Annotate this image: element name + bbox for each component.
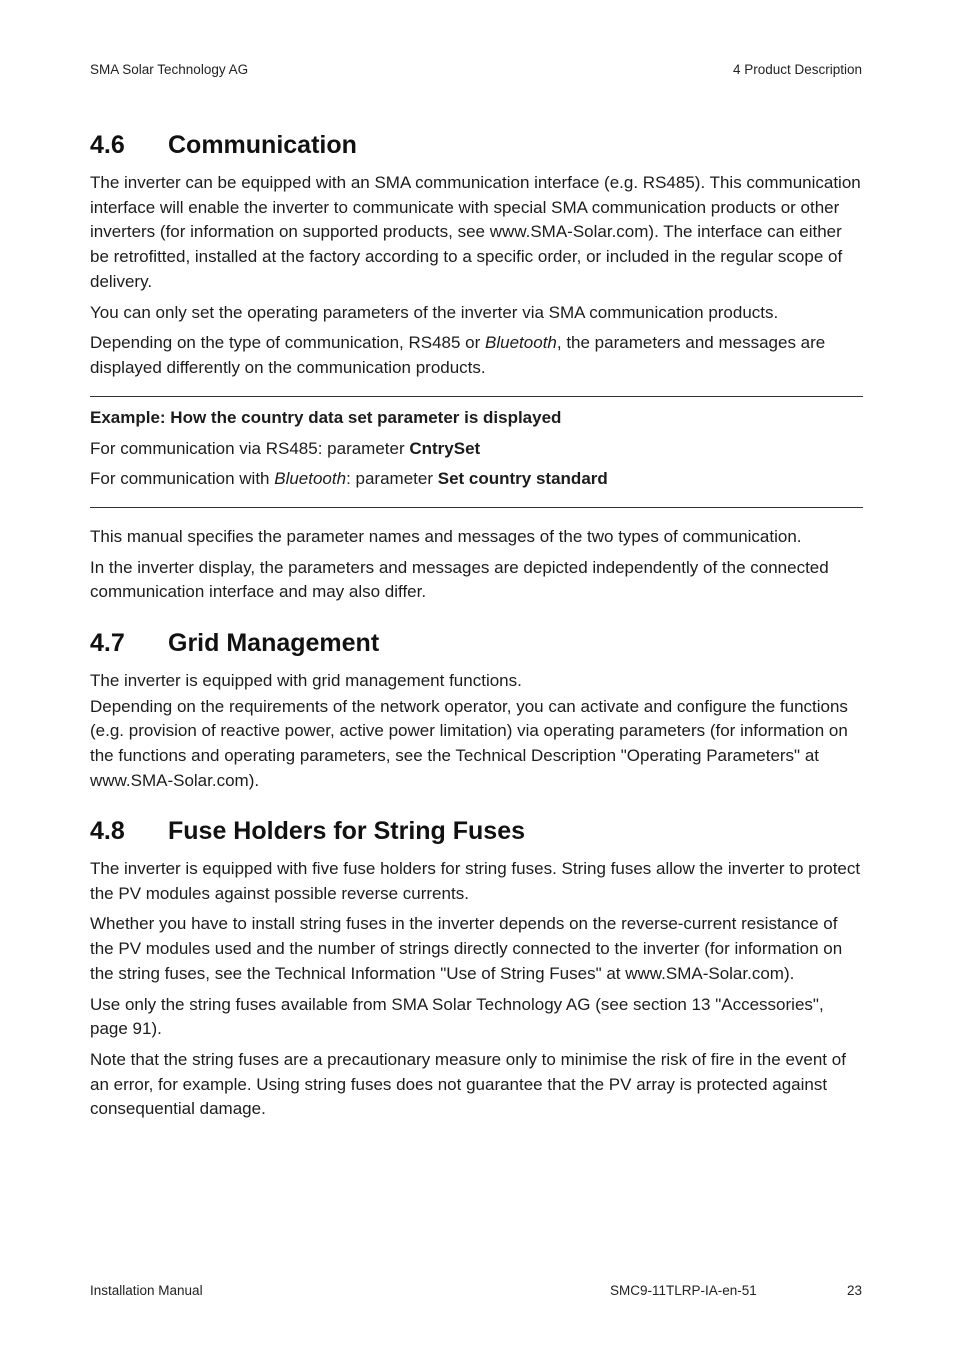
section-heading [90,628,863,658]
paragraph: Depending on the requirements of the network operator, you can activate and configure the functions (e.g. provision of reactive power, active power limitation) via operating parameters (for information on the functions and operating parameters, see the Technical Description "Operating Parameters" at www.SMA-Solar.com). [90,696,848,790]
divider-top [90,396,863,397]
header-company: SMA Solar Technology AG [90,62,249,77]
footer-manual-title: Installation Manual [90,1283,203,1298]
section-title: Communication [168,131,357,159]
section-title: Fuse Holders for String Fuses [168,817,526,845]
paragraph: Whether you have to install string fuses in the inverter depends on the reverse-current resistance of the PV modules used and the number of strings directly connected to the inverter (for information on the string fuses, see the Technical Information "Use of String Fuses" at www.SMA-Solar.com). [90,914,843,983]
paragraph: The inverter can be equipped with an SMA communication interface (e.g. RS485). This communication interface will enable the inverter to communicate with special SMA communication products or other inverters (for information on supported products, see www.SMA-Solar.com). The interface can either be retrofitted, installed at the factory according to a specific order, or included in the regular scope of delivery. [90,173,861,291]
footer-page-number: 23 [846,1283,862,1298]
section-title: Grid Management [168,629,380,657]
example-title: Example: How the country data set parameter is displayed [90,408,562,427]
section-4-7 [90,628,863,794]
paragraph: You can only set the operating parameters of the inverter via SMA communication products. [90,302,779,322]
paragraph: The inverter is equipped with grid management functions. [90,671,522,690]
example-box [90,406,863,492]
paragraph: Depending on the type of communication, RS485 or Bluetooth, the parameters and messages are displayed differently on the communication products. [90,333,826,377]
paragraph: The inverter is equipped with five fuse holders for string fuses. String fuses allow the inverter to protect the PV modules against possible reverse currents. [90,859,861,903]
section-heading [90,130,863,160]
section-4-6-continued [90,525,863,605]
example-line-bluetooth: For communication with Bluetooth: parameter Set country standard [90,469,608,489]
section-heading [90,816,863,846]
footer-doc-id: SMC9-11TLRP-IA-en-51 [610,1283,757,1298]
example-line-rs485: For communication via RS485: parameter CntrySet [90,438,481,458]
section-number: 4.7 [90,629,125,657]
paragraph: Note that the string fuses are a precautionary measure only to minimise the risk of fire in the event of an error, for example. Using string fuses does not guarantee that the PV array is protected against consequential damage. [90,1049,846,1119]
divider-bottom [90,507,863,508]
section-number: 4.6 [90,131,125,159]
header-chapter: 4 Product Description [732,62,862,77]
paragraph: This manual specifies the parameter names and messages of the two types of communication. [90,527,802,546]
paragraph: Use only the string fuses available from SMA Solar Technology AG (see section 13 "Accessories", page 91). [90,994,824,1039]
section-4-8 [90,816,863,1122]
section-4-6 [90,130,863,381]
section-number: 4.8 [90,817,125,845]
paragraph: In the inverter display, the parameters and messages are depicted independently of the connected communication interface and may also differ. [90,557,829,602]
